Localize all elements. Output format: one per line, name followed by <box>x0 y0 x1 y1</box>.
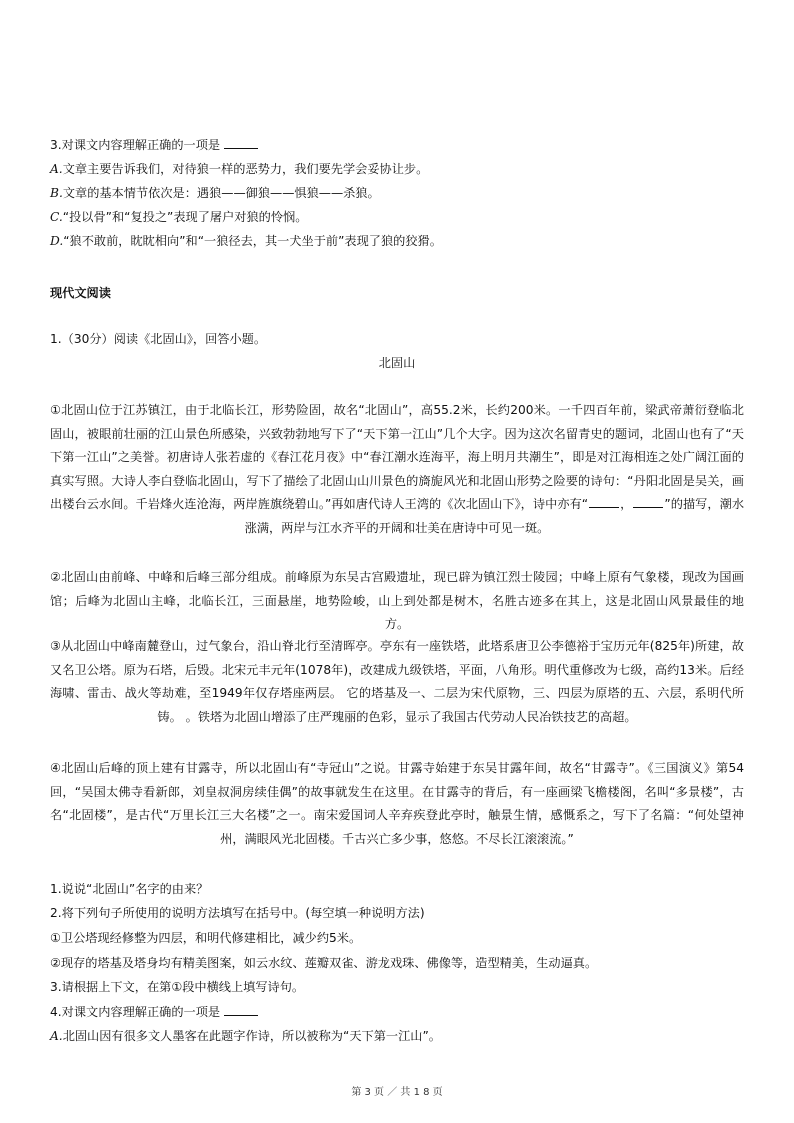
option-text: 文章的基本情节依次是：遇狼——御狼——惧狼——杀狼。 <box>62 186 380 200</box>
question-text: 3.对课文内容理解正确的一项是 <box>50 138 221 152</box>
sub-question-2-item-1: ①卫公塔现经修整为四层，和明代修建相比，减少约5米。 <box>50 931 362 945</box>
option-text: “狼不敢前，眈眈相向”和“一狼径去，其一犬坐于前”表现了狼的狡猾。 <box>63 234 442 248</box>
option-letter: A. <box>50 162 63 176</box>
sub-question-4 <box>50 1003 258 1020</box>
option-c <box>50 209 307 225</box>
option-letter: A. <box>50 1029 63 1043</box>
paragraph-text: ”的描写，潮水涨满，两岸与江水齐平的开阔和壮美在唐诗中可见一斑。 <box>244 497 745 535</box>
paragraph-separator: ， <box>620 497 633 511</box>
article-title: 北固山 <box>378 356 416 370</box>
answer-blank <box>224 1003 258 1016</box>
answer-blank <box>589 495 619 508</box>
option-letter: D. <box>50 234 64 248</box>
article-paragraph-2: ②北固山由前峰、中峰和后峰三部分组成。前峰原为东吴古宫殿遗址，现已辟为镇江烈士陵园；中峰上原有气象楼，现改为国画馆；后峰为北固山主峰，北临长江，三面悬崖，地势险峻，山上到处都是树木，名胜古迹多在其上，这是北固山风景最佳的地方。 <box>50 570 744 631</box>
article-paragraph-4: ④北固山后峰的顶上建有甘露寺，所以北固山有“寺冠山”之说。甘露寺始建于东吴甘露年间，故名“甘露寺”。《三国演义》第54回，“吴国太佛寺看新郎，刘皇叔洞房续佳偶”的故事就发生在这里。在甘露寺的背后，有一座画梁飞檐楼阁，名叫“多景楼”，古名“北固楼”，是古代“万里长江三大名楼”之一。南宋爱国词人辛弃疾登此亭时，触景生情，感慨系之，写下了名篇：“何处望神州，满眼风光北固楼。千古兴亡多少事，悠悠。不尽长江滚滚流。” <box>50 761 744 846</box>
option-b <box>50 185 380 201</box>
sub-question-1: 1.说说“北固山”名字的由来？ <box>50 882 209 896</box>
question-text: 4.对课文内容理解正确的一项是 <box>50 1005 221 1019</box>
sub-question-2: 2.将下列句子所使用的说明方法填写在括号中。(每空填一种说明方法) <box>50 906 425 920</box>
sub-question-2-item-2: ②现存的塔基及塔身均有精美图案，如云水纹、莲瓣双雀、游龙戏珠、佛像等，造型精美，生动逼真。 <box>50 956 598 970</box>
question-intro: 1.（30分）阅读《北固山》，回答小题。 <box>50 332 267 346</box>
article-paragraph-3: ③从北固山中峰南麓登山，过气象台，沿山脊北行至清晖亭。亭东有一座铁塔，此塔系唐卫公李德裕于宝历元年(825年)所建，故又名卫公塔。原为石塔，后毁。北宋元丰元年(1078年)，改建成九级铁塔，平面，八角形。明代重修改为七级，高约13米。后经海啸、雷击、战火等劫难，至1949年仅存塔座两层。 它的塔基及一、二层为宋代原物，三、四层为原塔的五、六层，系明代所铸。 。铁塔为北固山增添了庄严瑰丽的色彩，显示了我国古代劳动人民冶铁技艺的高超。 <box>50 639 744 724</box>
sub-question-3: 3.请根据上下文，在第①段中横线上填写诗句。 <box>50 980 305 994</box>
answer-blank <box>224 136 258 149</box>
paragraph-text: ①北固山位于江苏镇江，由于北临长江，形势险固，故名“北固山”，高55.2米，长约200米。一千四百年前，梁武帝萧衍登临北固山，被眼前壮丽的江山景色所感染，兴致勃勃地写下了“天下第一江山”几个大字。因为这次名留青史的题词，北固山也有了“天下第一江山”之美誉。初唐诗人张若虚的《春江花月夜》中“春江潮水连海平，海上明月共潮生”，即是对江海相连之处广阔江面的真实写照。大诗人李白登临北固山，写下了描绘了北固山山川景色的旖旎风光和北固山形势之险要的诗句：“丹阳北固是吴关，画出楼台云水间。千岩烽火连沧海，两岸旌旗绕碧山。”再如唐代诗人王湾的《次北固山下》，诗中亦有“ <box>50 403 744 511</box>
section-title: 现代文阅读 <box>50 286 111 300</box>
answer-blank <box>633 495 663 508</box>
question-stem <box>50 136 258 153</box>
option-text: 文章主要告诉我们，对待狼一样的恶势力，我们要先学会妥协让步。 <box>62 162 429 176</box>
sub-question-4-option-a <box>50 1028 441 1044</box>
option-text: “投以骨”和“复投之”表现了屠户对狼的怜悯。 <box>62 210 308 224</box>
option-text: 北固山因有很多文人墨客在此题字作诗，所以被称为“天下第一江山”。 <box>62 1029 441 1043</box>
page-footer: 第 3 页 ／ 共 1 8 页 <box>351 1087 443 1098</box>
option-letter: C. <box>50 210 63 224</box>
option-a <box>50 161 428 177</box>
option-letter: B. <box>50 186 63 200</box>
option-d <box>50 233 442 249</box>
article-paragraph-1 <box>50 399 744 540</box>
